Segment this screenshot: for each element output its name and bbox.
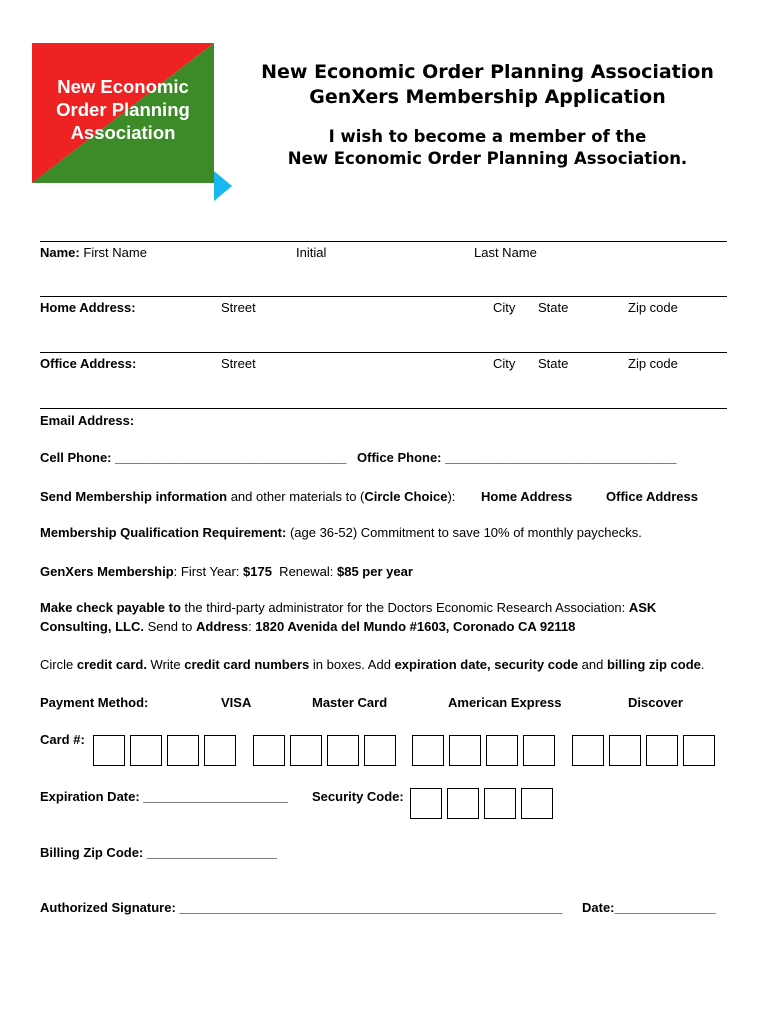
office-state-caption: State <box>538 356 569 371</box>
first-year-label: : First Year: <box>173 564 244 579</box>
consulting-name: Consulting, LLC. <box>40 619 144 634</box>
card-digit-box[interactable] <box>290 735 322 766</box>
security-digit-box[interactable] <box>521 788 553 819</box>
name-rule <box>40 241 727 242</box>
home-city-caption: City <box>493 300 516 315</box>
office-city-caption: City <box>493 356 516 371</box>
instr-card-numbers: credit card numbers <box>184 657 310 672</box>
form-subtitle-application: GenXers Membership Application <box>309 86 666 108</box>
renewal-amount: $85 per year <box>337 564 413 579</box>
last-name-caption[interactable]: Last Name <box>474 245 537 260</box>
card-digit-box[interactable] <box>486 735 518 766</box>
membership-type: GenXers Membership <box>40 564 174 579</box>
office-zip-caption: Zip code <box>628 356 678 371</box>
card-instructions <box>40 657 705 673</box>
security-code-label: Security Code: <box>312 789 404 804</box>
home-address-choice[interactable]: Home Address <box>481 489 573 504</box>
security-digit-box[interactable] <box>410 788 442 819</box>
instr-part-1: Circle <box>40 657 77 672</box>
visa-option[interactable]: VISA <box>221 695 252 710</box>
name-field[interactable] <box>40 245 147 261</box>
office-address-label[interactable]: Office Address: <box>40 356 137 371</box>
office-street-caption: Street <box>221 356 256 371</box>
card-digit-box[interactable] <box>204 735 236 766</box>
address-label: Address <box>196 619 249 634</box>
expiration-date-field[interactable]: Expiration Date: ____________________ <box>40 789 288 804</box>
intro-line-2: New Economic Order Planning Association. <box>287 149 688 168</box>
address-colon: : <box>248 619 256 634</box>
email-rule <box>40 408 727 409</box>
home-address-rule <box>40 296 727 297</box>
instr-part-2: Write <box>146 657 185 672</box>
card-digit-box[interactable] <box>253 735 285 766</box>
card-digit-box[interactable] <box>167 735 199 766</box>
check-payable-line-1 <box>40 600 656 616</box>
association-logo <box>32 43 232 203</box>
instr-period: . <box>700 657 705 672</box>
logo-line-3: Association <box>70 122 176 143</box>
billing-zip-field[interactable]: Billing Zip Code: __________________ <box>40 845 278 860</box>
card-digit-box[interactable] <box>412 735 444 766</box>
qualification-line <box>40 525 642 541</box>
logo-text <box>32 75 214 144</box>
send-to-text: Send to <box>143 619 197 634</box>
first-name-caption: First Name <box>83 245 147 260</box>
ask-text: ASK <box>628 600 657 615</box>
check-payable-text: the third-party administrator for the Doctors Economic Research Association: <box>180 600 629 615</box>
cell-phone-field[interactable]: Cell Phone: ________________________________ <box>40 450 347 465</box>
security-digit-box[interactable] <box>447 788 479 819</box>
master-card-option[interactable]: Master Card <box>312 695 388 710</box>
qualification-label: Membership Qualification Requirement: <box>40 525 287 540</box>
security-digit-box[interactable] <box>484 788 516 819</box>
american-express-option[interactable]: American Express <box>448 695 562 710</box>
check-payable-label: Make check payable to <box>40 600 181 615</box>
send-information-line <box>40 489 455 505</box>
card-number-label: Card #: <box>40 732 85 747</box>
renewal-label: Renewal: <box>271 564 337 579</box>
check-payable-line-2 <box>40 619 575 635</box>
card-digit-box[interactable] <box>609 735 641 766</box>
home-street-caption: Street <box>221 300 256 315</box>
instr-expiration-security: expiration date, security code <box>394 657 579 672</box>
card-digit-box[interactable] <box>93 735 125 766</box>
instr-part-4: and <box>578 657 607 672</box>
card-digit-box[interactable] <box>327 735 359 766</box>
instr-credit-card: credit card. <box>76 657 147 672</box>
card-digit-box[interactable] <box>572 735 604 766</box>
instr-billing-zip: billing zip code <box>606 657 701 672</box>
instr-part-3: in boxes. Add <box>309 657 395 672</box>
email-address-label[interactable]: Email Address: <box>40 413 135 428</box>
home-zip-caption: Zip code <box>628 300 678 315</box>
home-state-caption: State <box>538 300 569 315</box>
discover-option[interactable]: Discover <box>628 695 683 710</box>
send-info-bold: Send Membership information <box>40 489 228 504</box>
date-field[interactable]: Date:______________ <box>582 900 716 915</box>
form-title: New Economic Order Planning Association <box>261 61 714 83</box>
card-digit-box[interactable] <box>449 735 481 766</box>
logo-line-2: Order Planning <box>56 99 190 120</box>
office-address-choice[interactable]: Office Address <box>606 489 698 504</box>
initial-caption[interactable]: Initial <box>296 245 327 260</box>
send-info-middle: and other materials to ( <box>227 489 365 504</box>
qualification-text: (age 36-52) Commitment to save 10% of monthly paychecks. <box>286 525 642 540</box>
logo-line-1: New Economic <box>57 76 189 97</box>
card-digit-box[interactable] <box>523 735 555 766</box>
mailing-address: 1820 Avenida del Mundo #1603, Coronado CA 92118 <box>255 619 576 634</box>
card-digit-box[interactable] <box>364 735 396 766</box>
intro-line-1: I wish to become a member of the <box>328 127 647 146</box>
circle-choice-text: Circle Choice <box>364 489 448 504</box>
send-info-end: ): <box>447 489 456 504</box>
card-digit-box[interactable] <box>683 735 715 766</box>
authorized-signature-field[interactable]: Authorized Signature: _____________________________________________________ <box>40 900 563 915</box>
office-phone-field[interactable]: Office Phone: ________________________________ <box>357 450 677 465</box>
card-digit-box[interactable] <box>646 735 678 766</box>
card-digit-box[interactable] <box>130 735 162 766</box>
office-address-rule <box>40 352 727 353</box>
first-year-amount: $175 <box>243 564 272 579</box>
home-address-label[interactable]: Home Address: <box>40 300 136 315</box>
payment-method-label: Payment Method: <box>40 695 149 710</box>
name-label: Name: <box>40 245 80 260</box>
membership-fees-line <box>40 564 413 580</box>
